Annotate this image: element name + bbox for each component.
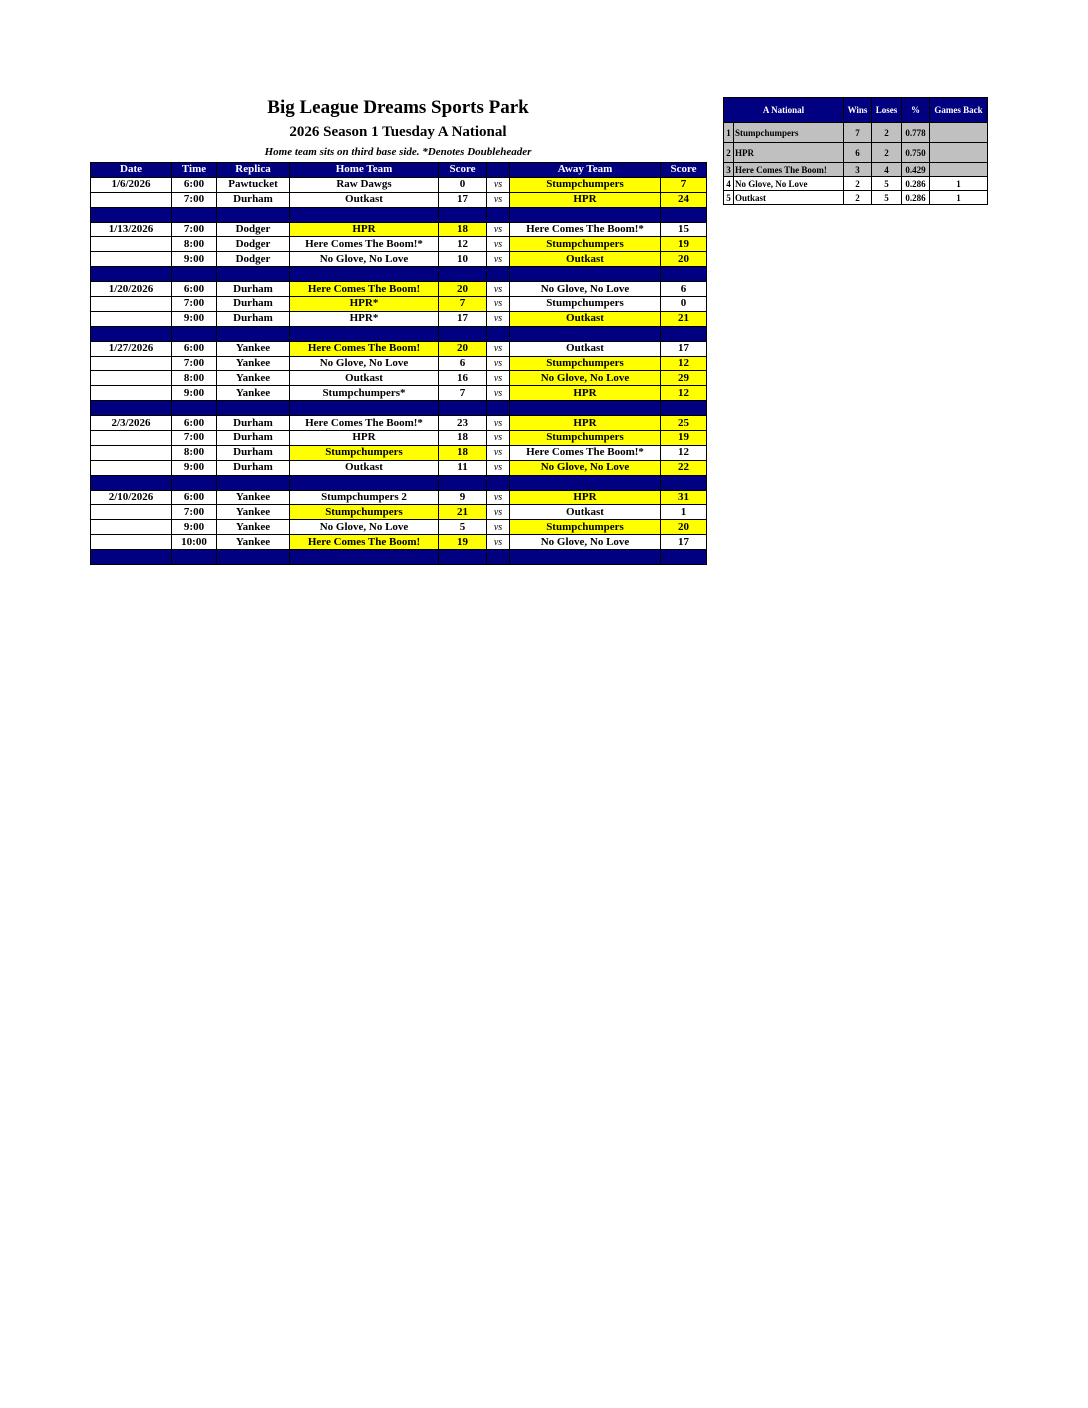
vs-cell: vs [487, 431, 510, 446]
away-team-cell: Stumpchumpers [510, 297, 661, 312]
team-cell: HPR [734, 143, 844, 163]
separator-cell [661, 475, 707, 490]
separator-cell [439, 267, 487, 282]
vs-cell: vs [487, 535, 510, 550]
game-row [91, 445, 707, 460]
away-score-cell: 15 [661, 222, 707, 237]
vs-cell: vs [487, 356, 510, 371]
team-cell: Stumpchumpers [734, 123, 844, 143]
schedule-note: Home team sits on third base side. *Denotes Doubleheader [264, 146, 532, 158]
away-score-cell: 6 [661, 282, 707, 297]
separator-cell [217, 326, 290, 341]
home-score-cell: 17 [439, 311, 487, 326]
separator-cell [217, 475, 290, 490]
separator-cell [661, 401, 707, 416]
away-score-cell: 1 [661, 505, 707, 520]
rank-cell: 4 [724, 177, 734, 191]
away-score-cell: 19 [661, 431, 707, 446]
replica-cell: Durham [217, 192, 290, 207]
wins-cell: 2 [844, 177, 872, 191]
time-cell: 6:00 [172, 341, 217, 356]
home-team-cell: Stumpchumpers [290, 505, 439, 520]
date-cell [91, 431, 172, 446]
replica-cell: Durham [217, 445, 290, 460]
separator-cell [510, 267, 661, 282]
separator-cell [439, 550, 487, 565]
games-back-cell: 1 [930, 191, 988, 205]
time-cell: 7:00 [172, 431, 217, 446]
standings-row [724, 163, 988, 177]
home-team-cell: Outkast [290, 460, 439, 475]
home-score-cell: 10 [439, 252, 487, 267]
replica-cell: Durham [217, 431, 290, 446]
games-back-cell [930, 123, 988, 143]
time-cell: 6:00 [172, 490, 217, 505]
vs-cell: vs [487, 297, 510, 312]
losses-cell: 5 [872, 191, 902, 205]
week-separator-row [91, 207, 707, 222]
time-cell: 7:00 [172, 192, 217, 207]
time-cell: 8:00 [172, 445, 217, 460]
home-team-cell: No Glove, No Love [290, 356, 439, 371]
home-score-cell: 12 [439, 237, 487, 252]
game-row [91, 177, 707, 192]
away-score-cell: 25 [661, 416, 707, 431]
standings-row [724, 123, 988, 143]
separator-cell [439, 401, 487, 416]
away-team-cell: HPR [510, 386, 661, 401]
game-row [91, 386, 707, 401]
away-score-cell: 31 [661, 490, 707, 505]
game-row [91, 222, 707, 237]
home-score-cell: 19 [439, 535, 487, 550]
separator-cell [172, 401, 217, 416]
wins-cell: 2 [844, 191, 872, 205]
away-team-cell: HPR [510, 416, 661, 431]
home-team-cell: HPR [290, 222, 439, 237]
time-cell: 7:00 [172, 505, 217, 520]
away-team-cell: Outkast [510, 252, 661, 267]
game-row [91, 282, 707, 297]
vs-cell: vs [487, 282, 510, 297]
game-row [91, 341, 707, 356]
home-score-cell: 18 [439, 445, 487, 460]
vs-cell: vs [487, 490, 510, 505]
away-team-cell: Outkast [510, 311, 661, 326]
time-cell: 9:00 [172, 520, 217, 535]
team-cell: Outkast [734, 191, 844, 205]
game-row [91, 520, 707, 535]
separator-cell [290, 207, 439, 222]
standings-header-loses: Loses [872, 98, 902, 123]
date-cell [91, 237, 172, 252]
away-team-cell: Stumpchumpers [510, 356, 661, 371]
home-team-cell: Here Comes The Boom! [290, 341, 439, 356]
replica-cell: Durham [217, 416, 290, 431]
vs-cell: vs [487, 222, 510, 237]
away-score-cell: 12 [661, 356, 707, 371]
game-row [91, 371, 707, 386]
date-cell: 1/6/2026 [91, 177, 172, 192]
home-score-cell: 23 [439, 416, 487, 431]
header-replica: Replica [217, 163, 290, 178]
separator-cell [661, 267, 707, 282]
home-team-cell: No Glove, No Love [290, 520, 439, 535]
team-cell: No Glove, No Love [734, 177, 844, 191]
pct-cell: 0.778 [902, 123, 930, 143]
away-score-cell: 0 [661, 297, 707, 312]
separator-cell [487, 267, 510, 282]
separator-cell [172, 475, 217, 490]
away-score-cell: 12 [661, 445, 707, 460]
team-cell: Here Comes The Boom! [734, 163, 844, 177]
time-cell: 9:00 [172, 252, 217, 267]
game-row [91, 311, 707, 326]
time-cell: 10:00 [172, 535, 217, 550]
pct-cell: 0.286 [902, 191, 930, 205]
replica-cell: Pawtucket [217, 177, 290, 192]
header-vs [487, 163, 510, 178]
game-row [91, 416, 707, 431]
standings-row [724, 191, 988, 205]
replica-cell: Yankee [217, 386, 290, 401]
away-team-cell: No Glove, No Love [510, 535, 661, 550]
week-separator-row [91, 475, 707, 490]
losses-cell: 2 [872, 123, 902, 143]
separator-cell [510, 326, 661, 341]
separator-cell [510, 550, 661, 565]
separator-cell [487, 401, 510, 416]
separator-cell [290, 475, 439, 490]
home-team-cell: No Glove, No Love [290, 252, 439, 267]
game-row [91, 252, 707, 267]
away-score-cell: 20 [661, 252, 707, 267]
separator-cell [217, 550, 290, 565]
away-team-cell: Stumpchumpers [510, 431, 661, 446]
home-team-cell: Here Comes The Boom!* [290, 416, 439, 431]
losses-cell: 4 [872, 163, 902, 177]
wins-cell: 3 [844, 163, 872, 177]
away-team-cell: HPR [510, 490, 661, 505]
header-home-team: Home Team [290, 163, 439, 178]
standings-table [723, 97, 988, 205]
replica-cell: Dodger [217, 237, 290, 252]
away-score-cell: 21 [661, 311, 707, 326]
separator-cell [217, 267, 290, 282]
separator-cell [510, 401, 661, 416]
separator-cell [487, 326, 510, 341]
vs-cell: vs [487, 445, 510, 460]
home-team-cell: Raw Dawgs [290, 177, 439, 192]
replica-cell: Yankee [217, 505, 290, 520]
time-cell: 6:00 [172, 177, 217, 192]
home-team-cell: HPR* [290, 297, 439, 312]
date-cell [91, 297, 172, 312]
separator-cell [661, 550, 707, 565]
home-team-cell: Outkast [290, 371, 439, 386]
standings-header-division: A National [724, 98, 844, 123]
date-cell [91, 371, 172, 386]
away-score-cell: 29 [661, 371, 707, 386]
game-row [91, 237, 707, 252]
rank-cell: 2 [724, 143, 734, 163]
home-score-cell: 18 [439, 431, 487, 446]
date-cell: 2/10/2026 [91, 490, 172, 505]
home-score-cell: 0 [439, 177, 487, 192]
home-score-cell: 7 [439, 386, 487, 401]
separator-cell [290, 326, 439, 341]
replica-cell: Yankee [217, 490, 290, 505]
time-cell: 6:00 [172, 282, 217, 297]
separator-cell [91, 267, 172, 282]
home-team-cell: Here Comes The Boom! [290, 282, 439, 297]
replica-cell: Yankee [217, 341, 290, 356]
away-score-cell: 17 [661, 535, 707, 550]
vs-cell: vs [487, 341, 510, 356]
away-team-cell: No Glove, No Love [510, 282, 661, 297]
page-subtitle: 2026 Season 1 Tuesday A National [289, 124, 507, 140]
week-separator-row [91, 550, 707, 565]
separator-cell [510, 207, 661, 222]
games-back-cell [930, 163, 988, 177]
vs-cell: vs [487, 520, 510, 535]
separator-cell [91, 550, 172, 565]
separator-cell [487, 475, 510, 490]
separator-cell [661, 207, 707, 222]
separator-cell [439, 326, 487, 341]
home-score-cell: 5 [439, 520, 487, 535]
games-back-cell [930, 143, 988, 163]
rank-cell: 3 [724, 163, 734, 177]
separator-cell [91, 475, 172, 490]
away-team-cell: Outkast [510, 505, 661, 520]
time-cell: 7:00 [172, 297, 217, 312]
home-score-cell: 20 [439, 282, 487, 297]
pct-cell: 0.286 [902, 177, 930, 191]
separator-cell [510, 475, 661, 490]
time-cell: 9:00 [172, 386, 217, 401]
vs-cell: vs [487, 237, 510, 252]
date-cell [91, 535, 172, 550]
header-date: Date [91, 163, 172, 178]
replica-cell: Yankee [217, 356, 290, 371]
home-team-cell: Here Comes The Boom! [290, 535, 439, 550]
home-score-cell: 11 [439, 460, 487, 475]
date-cell [91, 505, 172, 520]
header-away-team: Away Team [510, 163, 661, 178]
home-score-cell: 6 [439, 356, 487, 371]
time-cell: 8:00 [172, 237, 217, 252]
date-cell [91, 252, 172, 267]
standings-header-wins: Wins [844, 98, 872, 123]
vs-cell: vs [487, 311, 510, 326]
header-home-score: Score [439, 163, 487, 178]
home-score-cell: 20 [439, 341, 487, 356]
game-row [91, 505, 707, 520]
game-row [91, 431, 707, 446]
page-title: Big League Dreams Sports Park [267, 97, 529, 118]
vs-cell: vs [487, 386, 510, 401]
header-away-score: Score [661, 163, 707, 178]
separator-cell [439, 475, 487, 490]
replica-cell: Durham [217, 460, 290, 475]
standings-row [724, 143, 988, 163]
week-separator-row [91, 326, 707, 341]
away-team-cell: Here Comes The Boom!* [510, 222, 661, 237]
pct-cell: 0.750 [902, 143, 930, 163]
vs-cell: vs [487, 460, 510, 475]
separator-cell [91, 207, 172, 222]
replica-cell: Durham [217, 297, 290, 312]
replica-cell: Dodger [217, 222, 290, 237]
week-separator-row [91, 267, 707, 282]
separator-cell [487, 207, 510, 222]
replica-cell: Dodger [217, 252, 290, 267]
time-cell: 9:00 [172, 311, 217, 326]
standings-row [724, 177, 988, 191]
vs-cell: vs [487, 505, 510, 520]
date-cell: 1/13/2026 [91, 222, 172, 237]
separator-cell [290, 550, 439, 565]
game-row [91, 490, 707, 505]
time-cell: 6:00 [172, 416, 217, 431]
time-cell: 8:00 [172, 371, 217, 386]
standings-body [724, 123, 988, 205]
home-score-cell: 18 [439, 222, 487, 237]
wins-cell: 6 [844, 143, 872, 163]
game-row [91, 460, 707, 475]
replica-cell: Yankee [217, 371, 290, 386]
separator-cell [661, 326, 707, 341]
home-team-cell: HPR [290, 431, 439, 446]
date-cell [91, 356, 172, 371]
game-row [91, 297, 707, 312]
away-score-cell: 7 [661, 177, 707, 192]
vs-cell: vs [487, 177, 510, 192]
schedule-header-row [91, 163, 707, 178]
header-time: Time [172, 163, 217, 178]
home-team-cell: Stumpchumpers [290, 445, 439, 460]
date-cell: 1/27/2026 [91, 341, 172, 356]
home-score-cell: 9 [439, 490, 487, 505]
separator-cell [217, 401, 290, 416]
rank-cell: 1 [724, 123, 734, 143]
games-back-cell: 1 [930, 177, 988, 191]
standings-header-pct: % [902, 98, 930, 123]
game-row [91, 192, 707, 207]
game-row [91, 535, 707, 550]
separator-cell [290, 267, 439, 282]
replica-cell: Durham [217, 311, 290, 326]
standings-header-row [724, 98, 988, 123]
separator-cell [91, 326, 172, 341]
schedule-table [90, 162, 707, 565]
time-cell: 9:00 [172, 460, 217, 475]
home-team-cell: HPR* [290, 311, 439, 326]
date-cell: 2/3/2026 [91, 416, 172, 431]
date-cell [91, 520, 172, 535]
away-score-cell: 12 [661, 386, 707, 401]
separator-cell [439, 207, 487, 222]
wins-cell: 7 [844, 123, 872, 143]
away-score-cell: 19 [661, 237, 707, 252]
separator-cell [91, 401, 172, 416]
away-team-cell: No Glove, No Love [510, 371, 661, 386]
separator-cell [172, 550, 217, 565]
replica-cell: Yankee [217, 535, 290, 550]
away-score-cell: 22 [661, 460, 707, 475]
losses-cell: 5 [872, 177, 902, 191]
home-team-cell: Stumpchumpers 2 [290, 490, 439, 505]
rank-cell: 5 [724, 191, 734, 205]
date-cell [91, 311, 172, 326]
losses-cell: 2 [872, 143, 902, 163]
separator-cell [290, 401, 439, 416]
home-team-cell: Outkast [290, 192, 439, 207]
separator-cell [172, 326, 217, 341]
away-score-cell: 17 [661, 341, 707, 356]
vs-cell: vs [487, 252, 510, 267]
vs-cell: vs [487, 416, 510, 431]
time-cell: 7:00 [172, 222, 217, 237]
home-score-cell: 21 [439, 505, 487, 520]
away-team-cell: Here Comes The Boom!* [510, 445, 661, 460]
away-team-cell: Stumpchumpers [510, 520, 661, 535]
date-cell: 1/20/2026 [91, 282, 172, 297]
home-team-cell: Stumpchumpers* [290, 386, 439, 401]
date-cell [91, 445, 172, 460]
away-team-cell: Outkast [510, 341, 661, 356]
week-separator-row [91, 401, 707, 416]
separator-cell [487, 550, 510, 565]
date-cell [91, 386, 172, 401]
standings-header-games-back: Games Back [930, 98, 988, 123]
away-team-cell: No Glove, No Love [510, 460, 661, 475]
away-score-cell: 24 [661, 192, 707, 207]
separator-cell [172, 267, 217, 282]
date-cell [91, 460, 172, 475]
home-score-cell: 16 [439, 371, 487, 386]
time-cell: 7:00 [172, 356, 217, 371]
separator-cell [172, 207, 217, 222]
away-team-cell: Stumpchumpers [510, 237, 661, 252]
replica-cell: Yankee [217, 520, 290, 535]
schedule-body [91, 177, 707, 564]
away-team-cell: Stumpchumpers [510, 177, 661, 192]
separator-cell [217, 207, 290, 222]
home-team-cell: Here Comes The Boom!* [290, 237, 439, 252]
pct-cell: 0.429 [902, 163, 930, 177]
vs-cell: vs [487, 371, 510, 386]
replica-cell: Durham [217, 282, 290, 297]
game-row [91, 356, 707, 371]
away-team-cell: HPR [510, 192, 661, 207]
vs-cell: vs [487, 192, 510, 207]
home-score-cell: 7 [439, 297, 487, 312]
date-cell [91, 192, 172, 207]
away-score-cell: 20 [661, 520, 707, 535]
home-score-cell: 17 [439, 192, 487, 207]
